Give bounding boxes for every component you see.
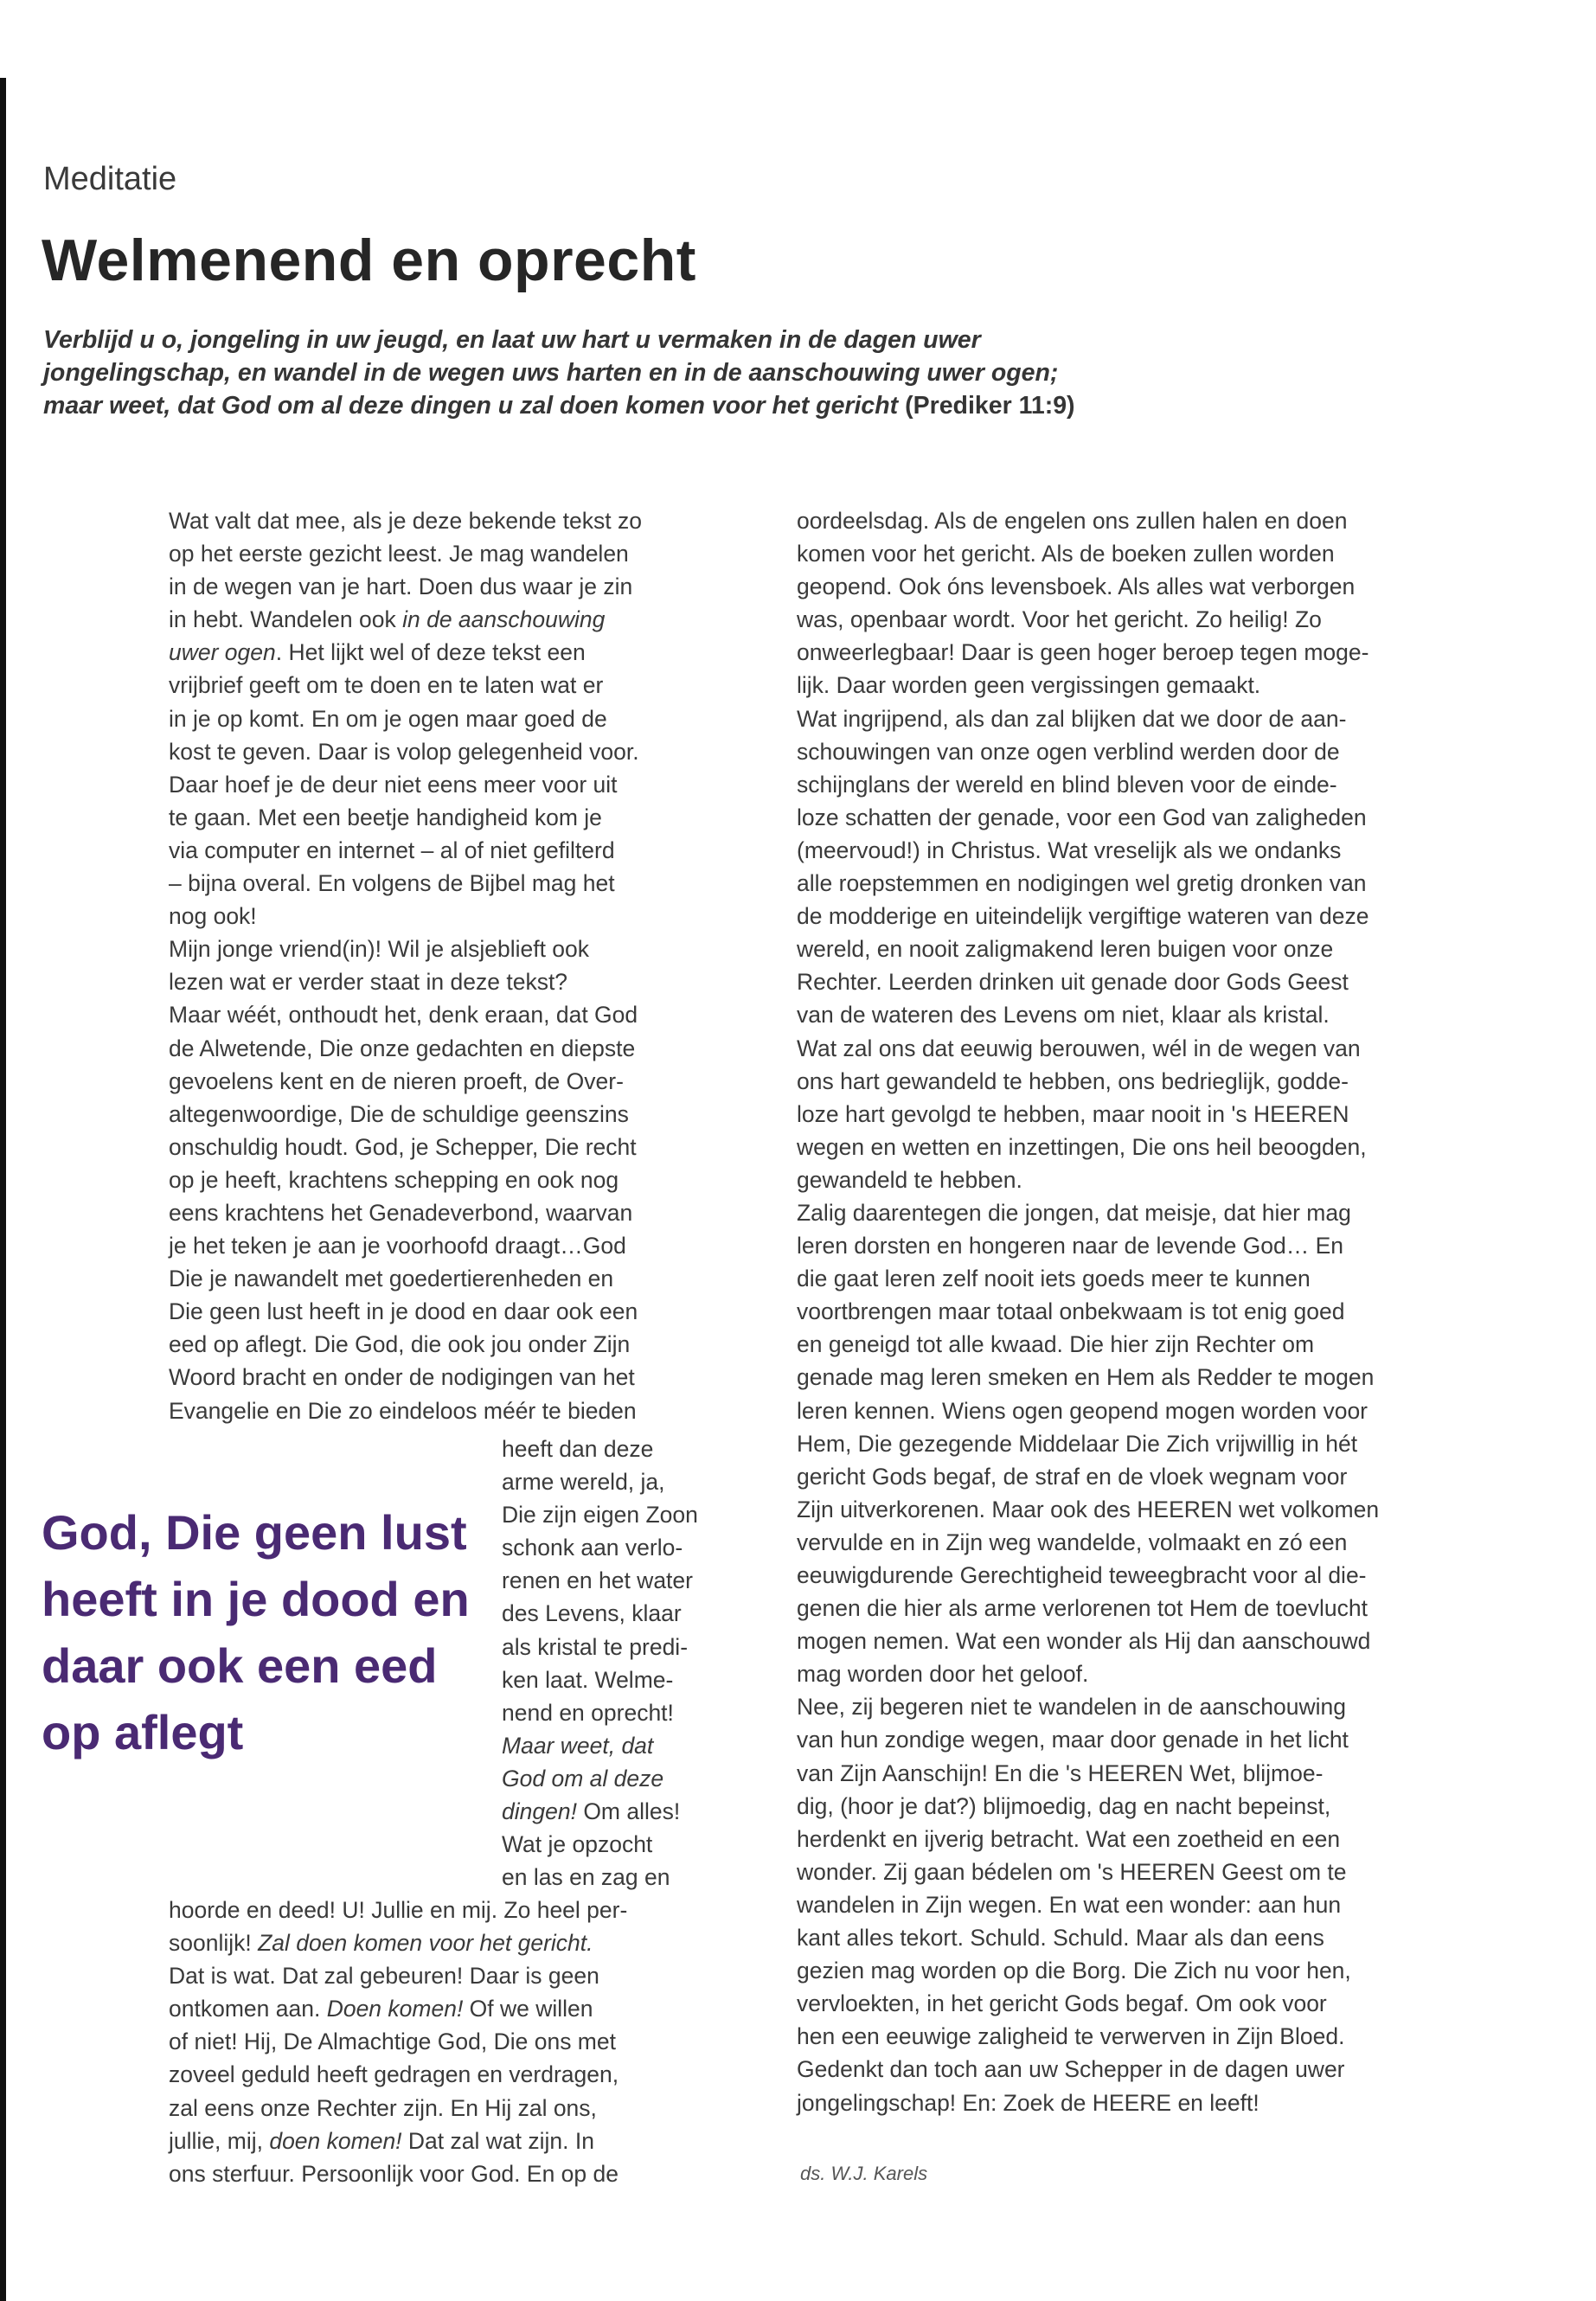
text-line: Die zijn eigen Zoon [502,1502,698,1529]
pull-quote: God, Die geen lust heeft in je dood en daar ook een eed op aflegt [42,1505,470,1759]
section-label: Meditatie [43,161,177,197]
text-line: zal eens onze Rechter zijn. En Hij zal ons, [169,2094,597,2121]
text-line: je het teken je aan je voorhoofd draagt…God [169,1233,626,1259]
text-line: jullie, mij, doen komen! Dat zal wat zijn. In [169,2127,594,2154]
text-line: en geneigd tot alle kwaad. Die hier zijn Rechter om [797,1331,1315,1358]
text-line: ontkomen aan. Doen komen! Of we willen [169,1996,593,2022]
text-line: uwer ogen. Het lijkt wel of deze tekst een [169,639,586,666]
text-line: in hebt. Wandelen ook in de aanschouwing [169,606,606,633]
verse-reference: (Prediker 11:9) [905,392,1075,420]
text-line: wandelen in Zijn wegen. En wat een wonder: aan hun [797,1891,1342,1918]
text-line: altegenwoordige, Die de schuldige geenszins [169,1100,629,1127]
text-line: in de wegen van je hart. Doen dus waar je zin [169,574,633,600]
page-edge-bar [0,78,6,2301]
text-line: eed op aflegt. Die God, die ook jou onder Zijn [169,1331,631,1358]
text-line: en las en zag en [502,1864,670,1891]
text-line: mag worden door het geloof. [797,1661,1089,1688]
text-line: des Levens, klaar [502,1600,682,1627]
text-line: Dat is wat. Dat zal gebeuren! Daar is geen [169,1963,599,1990]
text-line: Woord bracht en onder de nodigingen van het [169,1364,635,1391]
text-line: soonlijk! Zal doen komen voor het gericht. [169,1930,593,1957]
text-line: Evangelie en Die zo eindeloos méér te bieden [169,1397,637,1424]
text-line: Maar wéét, onthoudt het, denk eraan, dat God [169,1002,638,1029]
text-line: op je heeft, krachtens schepping en ook nog [169,1166,619,1193]
text-line: die gaat leren zelf nooit iets goeds meer te kunnen [797,1266,1311,1292]
text-line: arme wereld, ja, [502,1469,665,1496]
text-line: nog ook! [169,903,257,930]
scripture-verse [43,324,1081,422]
text-line: gewandeld te hebben. [797,1166,1022,1193]
text-line: heeft dan deze [502,1436,654,1462]
text-line: komen voor het gericht. Als de boeken zullen worden [797,541,1335,567]
text-line: gevoelens kent en de nieren proeft, de Over- [169,1067,624,1094]
text-line: hoorde en deed! U! Jullie en mij. Zo heel per- [169,1897,628,1923]
text-line: van Zijn Aanschijn! En die 's HEEREN Wet, blijmoe- [797,1759,1324,1786]
text-line: Die je nawandelt met goedertierenheden en [169,1266,614,1292]
text-line: alle roepstemmen en nodigingen wel gretig dronken van [797,870,1367,897]
text-line: dig, (hoor je dat?) blijmoedig, dag en nacht bepeinst, [797,1792,1331,1819]
text-line: vrijbrief geeft om te doen en te laten wat er [169,672,604,699]
body-column-1 [169,504,744,1427]
text-line: als kristal te predi- [502,1633,689,1660]
text-line: genade mag leren smeken en Hem als Redder te mogen [797,1364,1375,1391]
text-line: ons hart gewandeld te hebben, ons bedrieglijk, godde- [797,1067,1349,1094]
text-line: onweerlegbaar! Daar is geen hoger beroep tegen moge- [797,639,1369,666]
text-line: was, openbaar wordt. Voor het gericht. Zo heilig! Zo [797,606,1322,633]
text-line: of niet! Hij, De Almachtige God, Die ons met [169,2029,616,2055]
text-line: lezen wat er verder staat in deze tekst? [169,969,568,996]
verse-text: Verblijd u o, jongeling in uw jeugd, en laat uw hart u vermaken in de dagen uwer jongelingschap, en wandel in de wegen uws harten en in de aanschouwing uwer ogen; maar weet, dat God om al deze dingen u zal doen komen voor het gericht [43,326,1059,420]
text-line: eeuwigdurende Gerechtigheid teweegbracht voor al die- [797,1562,1367,1588]
text-line: jongelingschap! En: Zoek de HEERE en leeft! [797,2089,1259,2116]
text-line: – bijna overal. En volgens de Bijbel mag het [169,870,615,897]
text-line: eens krachtens het Genadeverbond, waarvan [169,1199,633,1226]
text-line: onschuldig houdt. God, je Schepper, Die recht [169,1133,637,1160]
text-line: van hun zondige wegen, maar door genade in het licht [797,1727,1349,1753]
text-line: op het eerste gezicht leest. Je mag wandelen [169,541,629,567]
text-line: leren kennen. Wiens ogen geopend mogen worden voor [797,1397,1368,1424]
text-line: wonder. Zij gaan bédelen om 's HEEREN Geest om te [797,1858,1347,1885]
text-line: Nee, zij begeren niet te wandelen in de aanschouwing [797,1694,1346,1721]
text-line: van de wateren des Levens om niet, klaar als kristal. [797,1002,1330,1029]
text-line: schouwingen van onze ogen verblind werden door de [797,738,1340,765]
body-column-1-wrap [502,1433,753,1894]
text-line: kost te geven. Daar is volop gelegenheid voor. [169,738,639,765]
article-title: Welmenend en oprecht [42,228,696,293]
text-line: lijk. Daar worden geen vergissingen gemaakt. [797,672,1261,699]
text-line: Die geen lust heeft in je dood en daar ook een [169,1298,638,1325]
text-line: in je op komt. En om je ogen maar goed de [169,705,607,732]
text-line: gezien mag worden op die Borg. Die Zich nu voor hen, [797,1958,1351,1984]
text-line: vervulde en in Zijn weg wandelde, volmaakt en zó een [797,1529,1348,1555]
text-line: mogen nemen. Wat een wonder als Hij dan aanschouwd [797,1628,1371,1655]
text-line: dingen! Om alles! [502,1798,681,1825]
text-line: Wat valt dat mee, als je deze bekende tekst zo [169,508,642,534]
text-line: oordeelsdag. Als de engelen ons zullen halen en doen [797,508,1348,534]
body-column-2 [797,504,1497,2119]
text-line: de Alwetende, Die onze gedachten en diepste [169,1035,636,1061]
text-line: Hem, Die gezegende Middelaar Die Zich vrijwillig in hét [797,1430,1358,1457]
text-line: zoveel geduld heeft gedragen en verdragen, [169,2061,619,2088]
text-line: nend en oprecht! [502,1699,674,1726]
text-line: gericht Gods begaf, de straf en de vloek wegnam voor [797,1463,1348,1490]
text-line: geopend. Ook óns levensboek. Als alles wat verborgen [797,574,1356,600]
text-line: schonk aan verlo- [502,1535,683,1561]
text-line: via computer en internet – al of niet gefilterd [169,836,615,863]
text-line: vervloekten, in het gericht Gods begaf. Om ook voor [797,1990,1327,2017]
text-line: Wat ingrijpend, als dan zal blijken dat we door de aan- [797,705,1347,732]
text-line: kant alles tekort. Schuld. Schuld. Maar als dan eens [797,1925,1324,1952]
text-line: schijnglans der wereld en blind bleven voor de einde- [797,771,1337,798]
text-line: herdenkt en ijverig betracht. Wat een zoetheid en een [797,1825,1341,1852]
text-line: genen die hier als arme verlorenen tot Hem de toevlucht [797,1595,1368,1622]
text-line: Daar hoef je de deur niet eens meer voor uit [169,771,618,798]
text-line: Wat zal ons dat eeuwig berouwen, wél in de wegen van [797,1035,1361,1061]
text-line: Gedenkt dan toch aan uw Schepper in de dagen uwer [797,2056,1345,2083]
text-line: Mijn jonge vriend(in)! Wil je alsjeblieft ook [169,936,590,963]
text-line: wereld, en nooit zaligmakend leren buigen voor onze [797,936,1334,963]
text-line: ken laat. Welme- [502,1666,674,1693]
text-line: de modderige en uiteindelijk vergiftige wateren van deze [797,903,1369,930]
body-column-1-bottom [169,1894,744,2190]
text-line: (meervoud!) in Christus. Wat vreselijk als we ondanks [797,836,1342,863]
text-line: God om al deze [502,1765,664,1791]
text-line: wegen en wetten en inzettingen, Die ons heil beoogden, [797,1133,1367,1160]
text-line: loze schatten der genade, voor een God van zaligheden [797,804,1367,830]
text-line: renen en het water [502,1567,693,1594]
text-line: Zijn uitverkorenen. Maar ook des HEEREN wet volkomen [797,1496,1380,1522]
text-line: Zalig daarentegen die jongen, dat meisje, dat hier mag [797,1199,1351,1226]
text-line: ons sterfuur. Persoonlijk voor God. En op de [169,2160,619,2187]
text-line: leren dorsten en hongeren naar de levende God… En [797,1233,1344,1259]
text-line: hen een eeuwige zaligheid te verwerven in Zijn Bloed. [797,2023,1345,2050]
text-line: Wat je opzocht [502,1831,653,1858]
text-line: loze hart gevolgd te hebben, maar nooit in 's HEEREN [797,1100,1349,1127]
text-line: voortbrengen maar totaal onbekwaam is tot enig goed [797,1298,1345,1325]
author-signature: ds. W.J. Karels [800,2163,928,2184]
text-line: Rechter. Leerden drinken uit genade door Gods Geest [797,969,1349,996]
text-line: Maar weet, dat [502,1732,654,1759]
text-line: te gaan. Met een beetje handigheid kom je [169,804,602,830]
